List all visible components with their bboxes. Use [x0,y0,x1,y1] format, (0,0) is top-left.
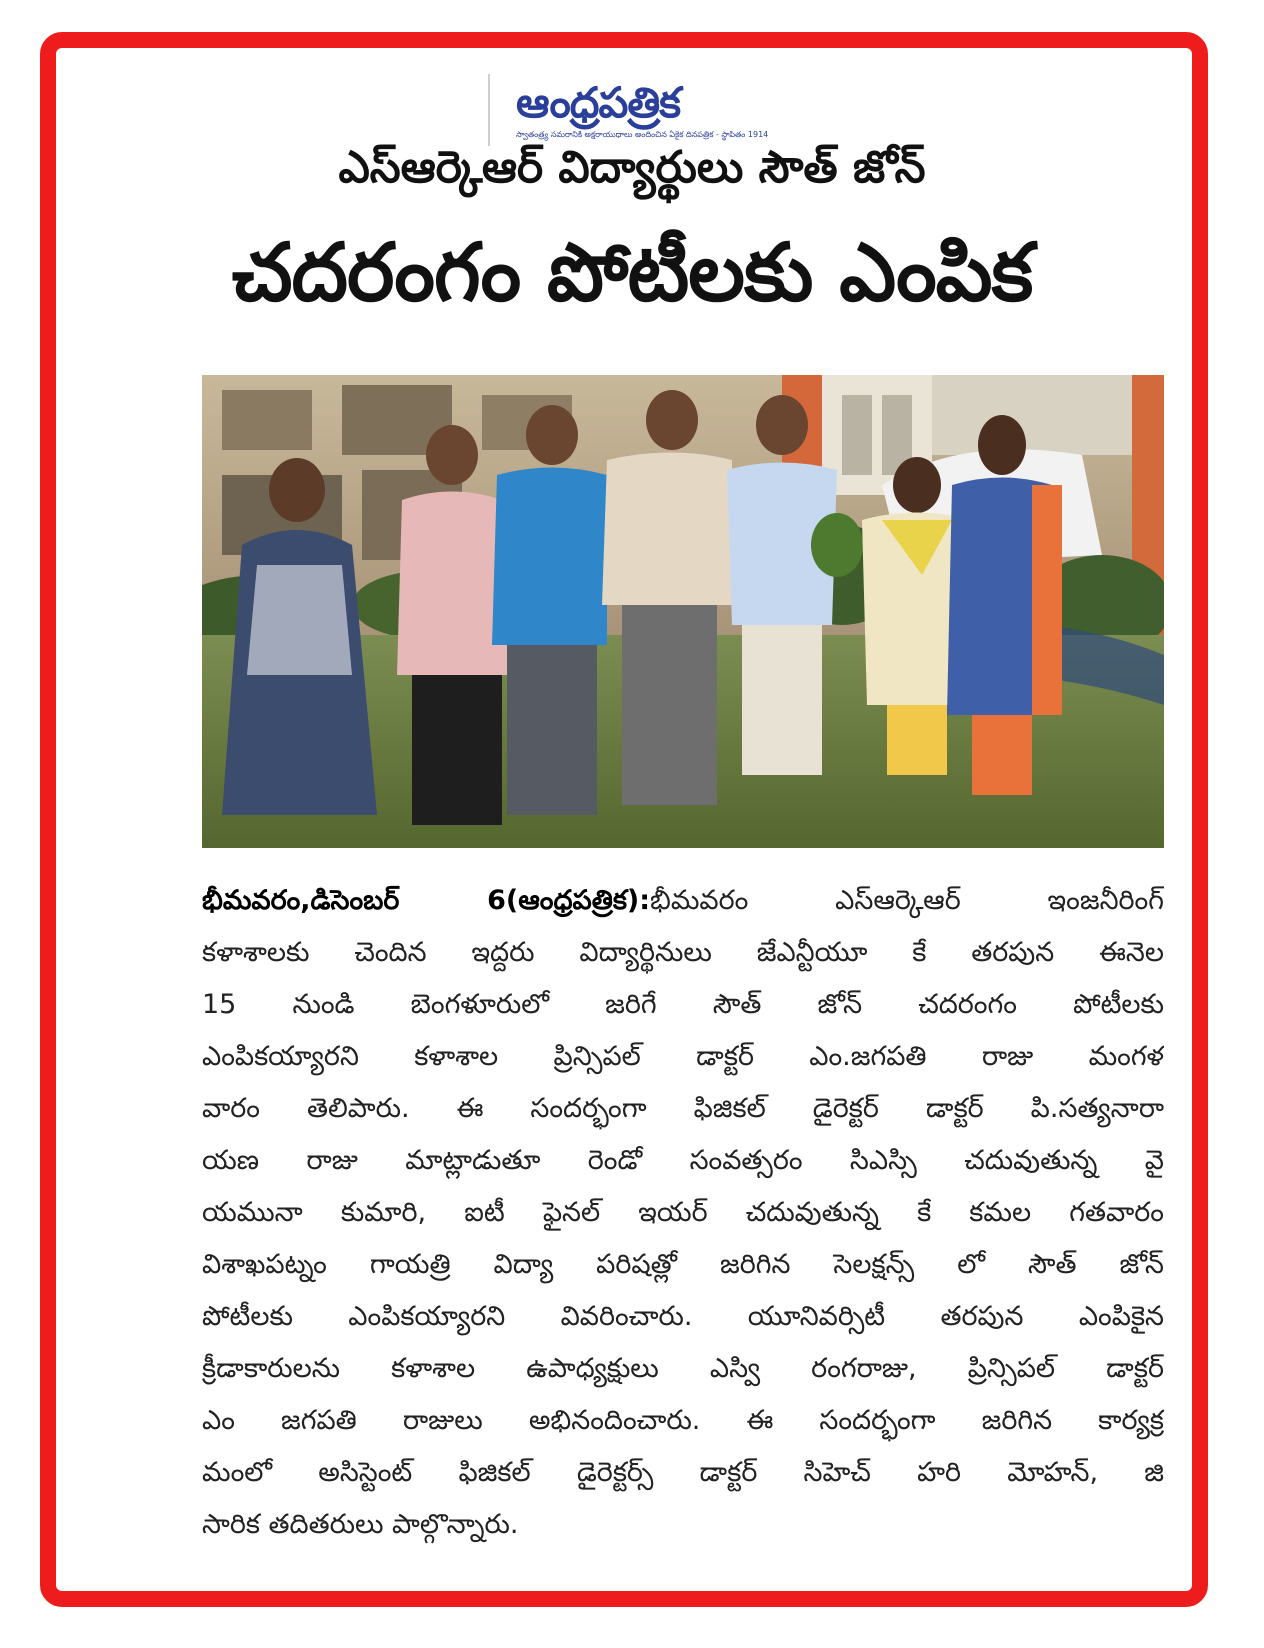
article-kicker: ఎస్ఆర్కెఆర్ విద్యార్థులు సౌత్ జోన్ [338,142,926,193]
article-line: 15 నుండి బెంగళూరులో జరిగే సౌత్ జోన్ చదరంగం పోటీలకు [202,989,1164,1020]
article-line: పోటీలకు ఎంపికయ్యారని వివరించారు. యూనివర్సిటీ తరపున ఎంపికైన [202,1301,1164,1332]
article-line: కళాశాలకు చెందిన ఇద్దరు విద్యార్థినులు జేఎన్టీయూ కే తరపున ఈనెల [202,937,1164,968]
article-line: విశాఖపట్నం గాయత్రి విద్యా పరిషత్లో జరిగిన సెలక్షన్స్ లో సౌత్ జోన్ [202,1249,1164,1280]
article-body [202,875,1164,1551]
article-line: యమునా కుమారి, ఐటీ ఫైనల్ ఇయర్ చదువుతున్న కే కమల గతవారం [202,1197,1164,1228]
article-line: మంలో అసిస్టెంట్ ఫిజికల్ డైరెక్టర్స్ డాక్టర్ సిహెచ్ హరి మోహన్, జి [202,1457,1164,1488]
article-line: ఎం జగపతి రాజులు అభినందించారు. ఈ సందర్భంగా జరిగిన కార్యక్ర [202,1405,1164,1436]
article-dateline: భీమవరం,డిసెంబర్ 6(ఆంధ్రపత్రిక): [202,885,651,916]
newspaper-tagline: స్వాతంత్ర్య సమరానికి అక్షరాయుధాలు అందించిన ఏకైక దినపత్రిక - స్థాపితం 1914 [516,130,769,139]
article-line: ఎంపికయ్యారని కళాశాల ప్రిన్సిపల్ డాక్టర్ ఎం.జగపతి రాజు మంగళ [202,1041,1164,1072]
article-headline: చదరంగం పోటీలకు ఎంపిక [231,226,1033,319]
article-line: వారం తెలిపారు. ఈ సందర్భంగా ఫిజికల్ డైరెక్టర్ డాక్టర్ పి.సత్యనారా [202,1093,1164,1124]
article-line: యణ రాజు మాట్లాడుతూ రెండో సంవత్సరం సిఎస్సి చదువుతున్న వై [202,1145,1164,1176]
article-line: సారిక తదితరులు పాల్గొన్నారు. [202,1509,519,1540]
article-line-text: భీమవరం ఎస్ఆర్కెఆర్ ఇంజనీరింగ్ [650,885,1164,916]
news-photo [202,375,1164,848]
masthead [488,74,790,146]
newspaper-logo: ఆంధ్రపత్రిక [516,78,681,127]
article-line [202,875,1164,927]
group-photo-illustration [202,375,1164,848]
article-line: క్రీడాకారులను కళాశాల ఉపాధ్యక్షులు ఎస్వి రంగరాజు, ప్రిన్సిపల్ డాక్టర్ [202,1353,1164,1384]
